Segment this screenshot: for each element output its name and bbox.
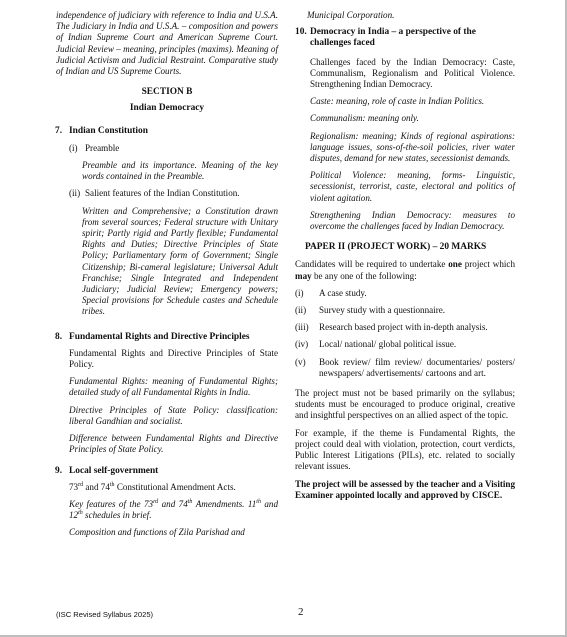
item-paragraph: Strengthening Indian Democracy: measures to overcome the challenges faced by Indian Democracy. [310,209,515,232]
subitem-label: (ii) [69,188,81,199]
item-number: 9. [55,465,63,476]
subitem-desc: Preamble and its importance. Meaning of the key words contained in the Preamble. [82,160,278,182]
item-paragraph: Communalism: meaning only. [310,113,419,124]
list-item: (i) A case study. [295,287,367,298]
paper2-intro: Candidates will be required to undertake one project which may be any one of the following: [295,259,515,281]
project-options-list [295,288,515,379]
item-8 [55,332,278,456]
section-heading: SECTION B [141,87,193,98]
list-item: (ii) Survey study with a questionnaire. [295,305,446,316]
item-paragraph: Directive Principles of State Policy: classification: liberal Gandhian and socialist. [69,404,278,426]
subitem-label: (i) [69,142,78,153]
subitem-preamble [69,143,278,154]
subitem-salient-features [69,188,278,199]
project-assessment-paragraph: The project will be assessed by the teacher and a Visiting Examiner appointed locally and approved by CISCE. [295,478,515,500]
item-number: 7. [55,125,63,136]
subitem-title: Salient features of the Indian Constitution. [85,188,240,199]
intro-paragraph: independence of judiciary with reference to India and U.S.A. The Judiciary in India and U.S.A. – composition and powers of Indian Supreme Court and American Supreme Court. Judicial Review – meaning, principles (maxims). Meaning of Judicial Activism and Judicial Restraint. Comparative study of Indian and US Supreme Courts. [56,10,278,77]
item-paragraph: 73rd and 74th Constitutional Amendment Acts. [69,481,236,492]
item-9 [55,466,278,539]
left-column [56,10,278,539]
subitem-title: Preamble [85,142,120,153]
item-paragraph: Composition and functions of Zila Parishad and [69,527,245,538]
list-item: (iii) Research based project with in-depth analysis. [295,322,488,333]
project-paragraph: The project must not be based primarily on the syllabus; students must be encouraged to produce original, creative and insightful perspectives on an allied aspect of the topic. [295,388,515,421]
continued-text: Municipal Corporation. [307,10,395,20]
paper2-heading: PAPER II (PROJECT WORK) – 20 MARKS [305,242,487,253]
list-item: (v) Book review/ film review/ documentaries/ posters/ newspapers/ advertisements/ cartoons and art. [295,356,515,378]
item-number: 10. [295,27,307,38]
footer-syllabus-label: (ISC Revised Syllabus 2025) [56,610,154,619]
list-item: (iv) Local/ national/ global political issue. [295,339,457,350]
item-paragraph: Key features of the 73rd and 74th Amendments. 11th and 12th schedules in brief. [69,498,279,521]
item-paragraph: Caste: meaning, role of caste in Indian Politics. [310,96,485,107]
page-number: 2 [298,606,304,618]
item-7 [55,126,278,318]
item-title: Fundamental Rights and Directive Principles [69,331,250,342]
project-paragraph: For example, if the theme is Fundamental Rights, the project could deal with violation, protection, court verdicts, Public Interest Litigations (PILs), etc. related to socially relevant issues. [295,427,515,472]
item-title: Democracy in India – a perspective of the challenges faced [310,27,476,49]
subitem-desc: Written and Comprehensive; a Constitution drawn from several sources; Federal structure with Unitary spirit; Partly rigid and Partly flexible; Fundamental Rights and Duties; Directive Principles of State Policy; Parliamentary form of Government; Single Citizenship; Bi-cameral legislature; Universal Adult Franchise; Single Integrated and Independent Judiciary; Judicial Review; Emergency powers; Special provisions for Schedule castes and Schedule tribes. [82,205,278,317]
item-paragraph: Difference between Fundamental Rights and Directive Principles of State Policy. [69,433,278,455]
item-paragraph: Fundamental Rights: meaning of Fundamental Rights; detailed study of all Fundamental Rights in India. [69,376,278,398]
item-title: Local self-government [69,465,159,476]
item-number: 8. [55,331,63,342]
item-10 [295,27,515,232]
item-paragraph: Challenges faced by the Indian Democracy: Caste, Communalism, Regionalism and Political Violence. Strengthening Indian Democracy. [310,56,515,90]
section-subheading: Indian Democracy [129,103,205,114]
item-paragraph: Political Violence: meaning, forms- Linguistic, secessionist, terrorist, caste, electoral and politics of violent agitation. [310,170,515,203]
item-paragraph: Fundamental Rights and Directive Principles of State Policy. [69,347,278,370]
item-title: Indian Constitution [69,125,148,136]
right-column [295,10,515,501]
item-paragraph: Regionalism: meaning; Kinds of regional aspirations: language issues, sons-of-the-soil policies, river water disputes, demand for new states, secessionist demands. [310,130,515,164]
